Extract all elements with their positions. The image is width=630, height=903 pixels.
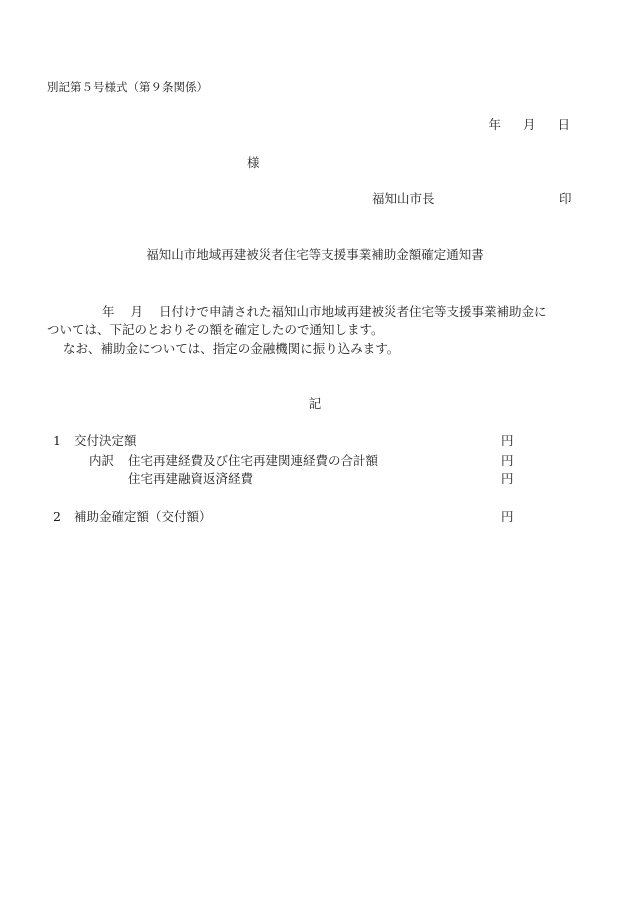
body-line-2: ついては、下記のとおりその額を確定したので通知します。 bbox=[47, 322, 384, 337]
item-1-label: 交付決定額 bbox=[74, 433, 137, 448]
addressee-suffix: 様 bbox=[247, 155, 260, 170]
body-line-1-text: 日付けで申請された福知山市地域再建被災者住宅等支援事業補助金に bbox=[159, 304, 547, 319]
item-2-yen: 円 bbox=[501, 509, 514, 524]
issuer-name: 福知山市長 bbox=[372, 191, 435, 206]
body-month-label: 月 bbox=[130, 304, 144, 319]
date-line bbox=[488, 119, 570, 132]
date-month-label: 月 bbox=[522, 117, 536, 132]
breakdown-loan-repayment-yen: 円 bbox=[501, 471, 514, 486]
breakdown-loan-repayment: 住宅再建融資返済経費 bbox=[128, 471, 254, 486]
document-title: 福知山市地域再建被災者住宅等支援事業補助金額確定通知書 bbox=[146, 247, 484, 262]
item-2-label: 補助金確定額（交付額） bbox=[74, 509, 212, 524]
ki-heading: 記 bbox=[308, 396, 322, 411]
seal-mark: 印 bbox=[559, 191, 572, 206]
date-day-label: 日 bbox=[557, 117, 570, 132]
form-number: 別記第５号様式（第９条関係） bbox=[47, 80, 208, 94]
body-line-3: なお、補助金については、指定の金融機関に振り込みます。 bbox=[63, 341, 400, 356]
breakdown-housing-total-yen: 円 bbox=[501, 453, 514, 468]
body-year-label: 年 bbox=[102, 304, 115, 319]
date-year-label: 年 bbox=[488, 117, 501, 132]
item-2-number: 2 bbox=[53, 509, 61, 524]
body-line-1 bbox=[102, 306, 547, 319]
item-1-number: 1 bbox=[53, 433, 61, 448]
breakdown-heading: 内訳 bbox=[89, 453, 115, 468]
item-1-yen: 円 bbox=[501, 433, 514, 448]
breakdown-housing-total: 住宅再建経費及び住宅再建関連経費の合計額 bbox=[128, 453, 379, 468]
